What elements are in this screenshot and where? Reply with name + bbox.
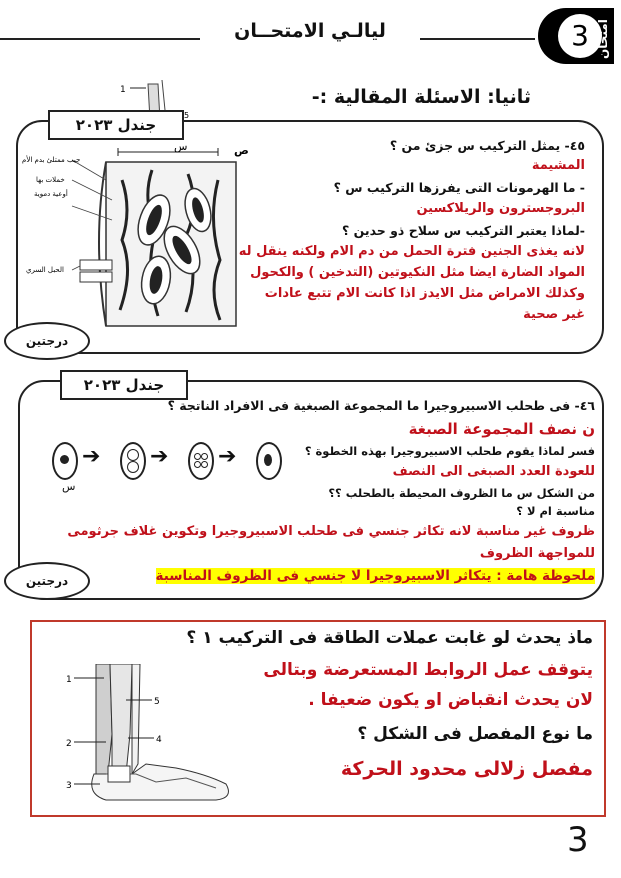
answer-line: المشيمة — [531, 158, 585, 173]
placenta-left-label: الحبل السري — [26, 266, 64, 274]
header-rule-right — [420, 38, 535, 40]
degrees-label-2: درجتين — [4, 562, 90, 600]
placenta-left-label: جيب ممتلئ بدم الأم — [22, 156, 81, 164]
answer-line: وكذلك الامراض مثل الايدز اذا كانت الام تتبع عادات — [264, 286, 585, 301]
placenta-label-s: س — [174, 140, 188, 153]
placenta-left-label: أوعية دموية — [34, 190, 68, 198]
question-line: مناسبة ام لا ؟ — [516, 504, 595, 518]
placenta-left-label: خملات بها — [36, 176, 65, 184]
question-line: فسر لماذا يقوم طحلب الاسبيروجيرا بهذه الخطوة ؟ — [304, 444, 595, 458]
answer-line: لانه يغذى الجنين فترة الحمل من دم الام ولكنه ينقل له — [238, 244, 585, 259]
header-rule-left — [0, 38, 200, 40]
answer-line: البروجسترون والريلاكسين — [416, 201, 585, 216]
answer-line: المواد الضارة ايضا مثل النكيوتين (التدخين ) والكحول — [250, 265, 585, 280]
question-line: ما نوع المفصل فى الشكل ؟ — [357, 724, 593, 744]
question-line: من الشكل س ما الظروف المحيطة بالطحلب ؟؟ — [328, 486, 595, 500]
answer-line: ظروف غير مناسبة لانه تكاثر جنسي فى طحلب الاسبيروجيرا وتكوين غلاف جرثومى — [67, 524, 595, 539]
session-label-1: جندل ٢٠٢٣ — [48, 110, 184, 140]
answer-line: للمواجهة الظروف — [479, 546, 595, 561]
answer-line: ن نصف المجموعة الصبغة — [408, 420, 595, 438]
question-line: -لماذا يعتبر التركيب س سلاح ذو حدين ؟ — [342, 223, 585, 238]
arrow-icon: ➔ — [150, 444, 169, 469]
placenta-figure — [22, 140, 254, 335]
leg-label: 5 — [154, 697, 160, 707]
session-label-2: جندل ٢٠٢٣ — [60, 370, 188, 400]
answer-line: لان يحدث انقباض او يكون ضعيفا . — [308, 690, 593, 710]
placenta-label-x: ص — [234, 144, 249, 157]
answer-line: غير صحية — [523, 307, 585, 322]
question-line: ٤٥- يمثل التركيب س جزئ من ؟ — [389, 138, 585, 153]
section-title: ثانيا: الاسئلة المقالية :- — [311, 86, 531, 108]
badge-word: امتحان — [596, 19, 610, 59]
question-line: ٤٦- فى طحلب الاسبيروجيرا ما المجموعة الصبغية فى الافراد الناتجة ؟ — [167, 398, 595, 413]
question-line: ماذ يحدث لو غابت عملات الطاقة فى التركيب ١ ؟ — [186, 628, 593, 648]
arrow-icon: ➔ — [82, 444, 101, 469]
arrow-icon: ➔ — [218, 444, 237, 469]
header-title: ليالـي الامتحــان — [200, 20, 420, 42]
leg-foot-figure — [66, 664, 236, 804]
cell-label-s: س — [62, 480, 76, 493]
answer-line: مفصل زلالى محدود الحركة — [340, 758, 593, 780]
card2-text — [55, 398, 595, 588]
question-line: - ما الهرمونات التى يفرزها التركيب س ؟ — [333, 180, 585, 195]
leg-label: 3 — [66, 781, 72, 791]
fragment-label-1: 1 — [120, 85, 126, 95]
leg-label: 1 — [66, 675, 72, 685]
badge-number: 3 — [558, 14, 602, 58]
card1-text — [238, 138, 585, 338]
page-number: 3 — [567, 820, 589, 860]
answer-line: يتوقف عمل الروابط المستعرضة وبتالى — [263, 660, 593, 680]
fragment-label-5: 5 — [184, 111, 190, 120]
answer-line: للعودة العدد الصبغى الى النصف — [392, 464, 595, 479]
card3-text — [186, 628, 593, 808]
leg-label: 2 — [66, 739, 72, 749]
leg-label: 4 — [156, 735, 162, 745]
important-note: ملحوظة هامة : يتكاثر الاسبيروجيرا لا جنسي فى الظروف المناسبة — [155, 568, 595, 584]
degrees-label-1: درجتين — [4, 322, 90, 360]
